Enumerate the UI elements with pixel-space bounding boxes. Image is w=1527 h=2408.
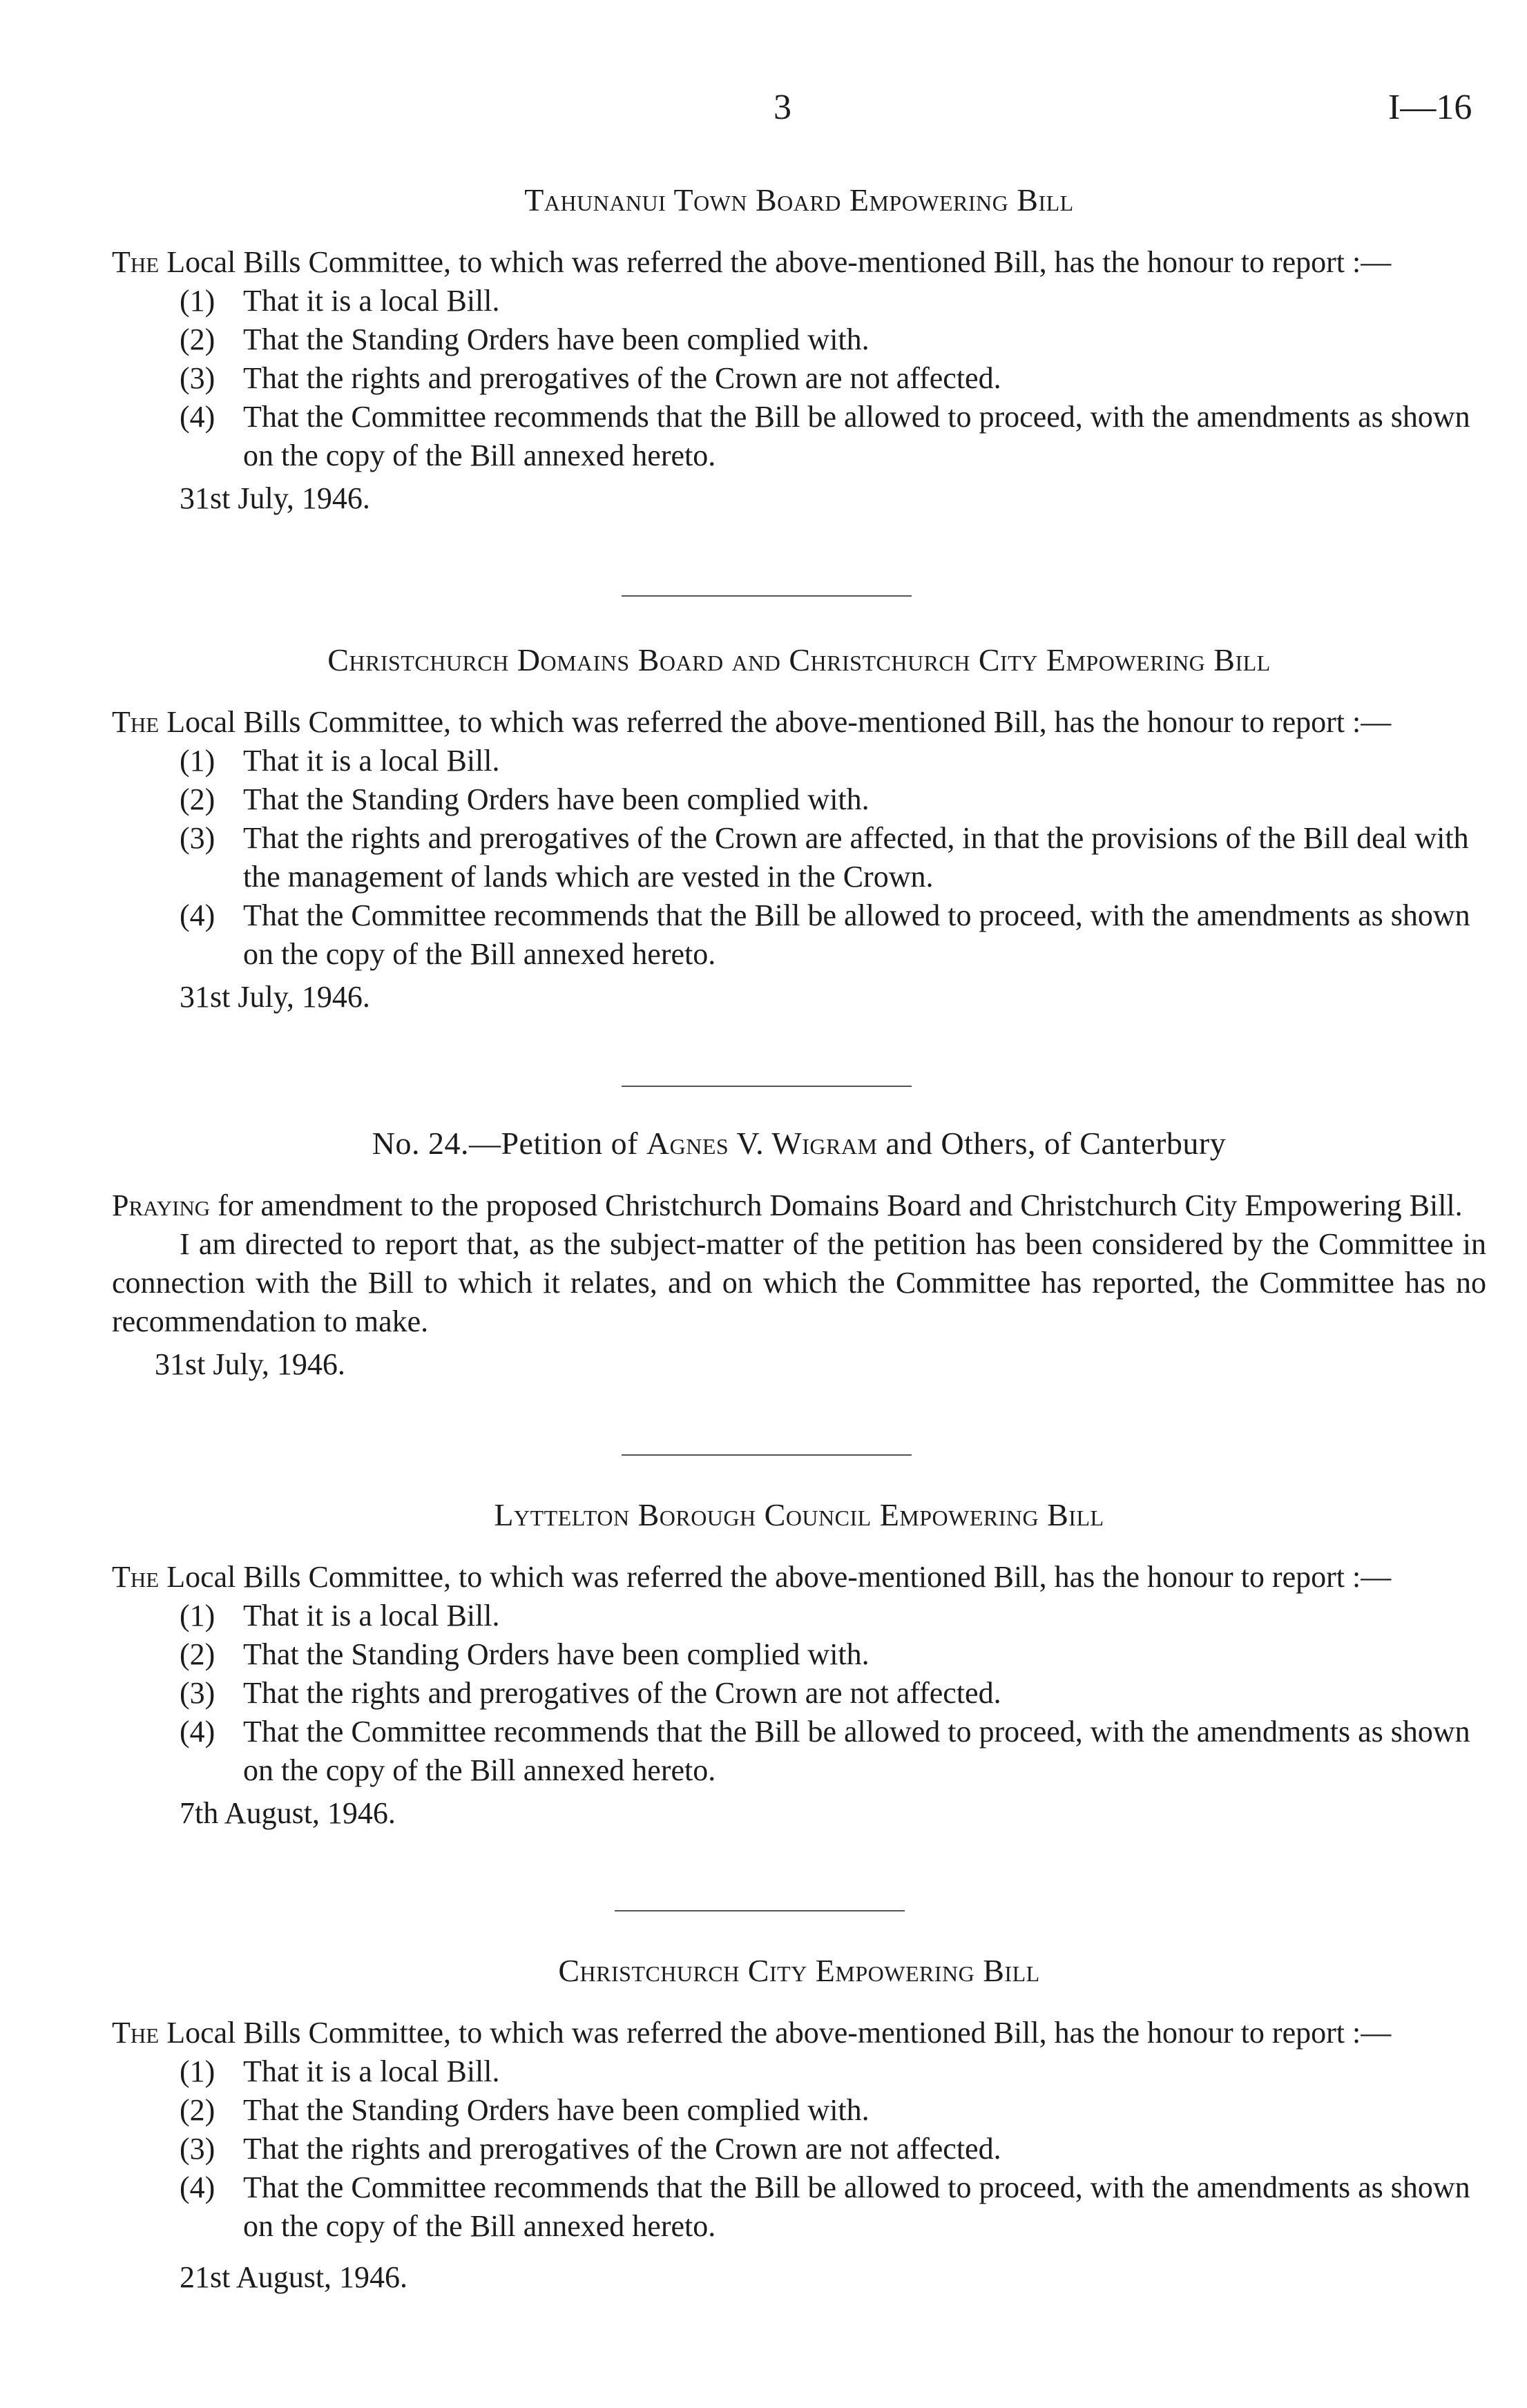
- report-items: [112, 1597, 1486, 1790]
- intro-lead: The: [112, 1560, 160, 1594]
- item-text: That the rights and prerogatives of the Crown are not affected.: [243, 361, 1001, 395]
- list-item: [180, 2168, 1486, 2246]
- item-text: That the Standing Orders have been complied with.: [243, 782, 870, 816]
- intro-text: Local Bills Committee, to which was referred the above-mentioned Bill, has the honour to report :—: [159, 2016, 1392, 2050]
- section-heading: Lyttelton Borough Council Empowering Bill: [494, 1497, 1104, 1532]
- intro-text: for amendment to the proposed Christchurch Domains Board and Christchurch City Empowering Bill.: [210, 1188, 1463, 1222]
- report-lyttelton: [112, 1496, 1486, 1833]
- list-item: [180, 819, 1486, 896]
- section-heading: Christchurch City Empowering Bill: [558, 1953, 1040, 1988]
- report-date: 31st July, 1946.: [180, 481, 370, 515]
- list-item: [180, 398, 1486, 475]
- section-intro: [112, 1558, 1486, 1597]
- list-item: [180, 282, 1486, 320]
- list-item: [180, 742, 1486, 780]
- section-intro: [112, 2014, 1486, 2052]
- item-number: (3): [180, 1676, 215, 1710]
- report-items: [112, 742, 1486, 974]
- report-items: [112, 2052, 1486, 2246]
- item-text: That it is a local Bill.: [243, 744, 500, 778]
- item-number: (2): [180, 1637, 215, 1671]
- list-item: [180, 320, 1486, 359]
- section-intro: [112, 243, 1486, 282]
- intro-lead: Praying: [112, 1188, 211, 1222]
- intro-text: Local Bills Committee, to which was referred the above-mentioned Bill, has the honour to report :—: [159, 245, 1392, 279]
- petition-body: [112, 1225, 1486, 1341]
- item-number: (1): [180, 284, 215, 318]
- list-item: [180, 2091, 1486, 2130]
- section-divider: [622, 595, 912, 597]
- section-heading: Christchurch Domains Board and Christchurch City Empowering Bill: [327, 642, 1271, 677]
- intro-lead: The: [112, 705, 160, 739]
- item-number: (2): [180, 322, 215, 356]
- item-text: That the rights and prerogatives of the Crown are not affected.: [243, 1676, 1001, 1710]
- item-number: (4): [180, 2170, 215, 2204]
- list-item: [180, 359, 1486, 398]
- report-tahunanui: [112, 181, 1486, 518]
- intro-text: Local Bills Committee, to which was referred the above-mentioned Bill, has the honour to report :—: [159, 1560, 1392, 1594]
- item-text: That the rights and prerogatives of the Crown are not affected.: [243, 2132, 1001, 2166]
- page-reference: I—16: [1388, 88, 1472, 127]
- item-number: (1): [180, 2054, 215, 2088]
- intro-text: Local Bills Committee, to which was referred the above-mentioned Bill, has the honour to report :—: [159, 705, 1392, 739]
- item-number: (1): [180, 744, 215, 778]
- item-number: (4): [180, 898, 215, 932]
- section-heading: Tahunanui Town Board Empowering Bill: [524, 182, 1074, 218]
- report-date: 31st July, 1946.: [180, 980, 370, 1014]
- section-divider: [622, 1086, 912, 1087]
- item-text: That the Committee recommends that the Bill be allowed to proceed, with the amendments as shown on the copy of the Bill annexed hereto.: [243, 2170, 1470, 2243]
- item-text: That the Committee recommends that the Bill be allowed to proceed, with the amendments as shown on the copy of the Bill annexed hereto.: [243, 400, 1470, 472]
- item-number: (3): [180, 361, 215, 395]
- petition-number: No. 24.—Petition of: [372, 1126, 646, 1161]
- item-number: (2): [180, 2093, 215, 2127]
- item-text: That the Committee recommends that the Bill be allowed to proceed, with the amendments as shown on the copy of the Bill annexed hereto.: [243, 898, 1470, 971]
- report-christchurch-domains: [112, 641, 1486, 1017]
- list-item: [180, 2130, 1486, 2168]
- intro-lead: The: [112, 2016, 160, 2050]
- report-christchurch-city: [112, 1952, 1486, 2297]
- report-items: [112, 282, 1486, 475]
- report-date: 31st July, 1946.: [155, 1347, 345, 1381]
- report-date: 7th August, 1946.: [180, 1796, 396, 1830]
- item-number: (3): [180, 2132, 215, 2166]
- item-text: That it is a local Bill.: [243, 1599, 500, 1632]
- section-divider: [615, 1910, 905, 1911]
- list-item: [180, 1597, 1486, 1635]
- report-date: 21st August, 1946.: [180, 2260, 408, 2294]
- section-intro: [112, 703, 1486, 742]
- petitioner-name: Agnes V. Wigram: [646, 1126, 878, 1161]
- petition-origin: and Others, of Canterbury: [877, 1126, 1227, 1161]
- item-text: That the Standing Orders have been complied with.: [243, 1637, 870, 1671]
- list-item: [180, 1713, 1486, 1790]
- item-text: That the Standing Orders have been complied with.: [243, 322, 870, 356]
- list-item: [180, 896, 1486, 974]
- list-item: [180, 1635, 1486, 1674]
- item-text: That the rights and prerogatives of the Crown are affected, in that the provisions of the Bill deal with the management of lands which are vested in the Crown.: [243, 821, 1469, 894]
- list-item: [180, 1674, 1486, 1713]
- item-text: That it is a local Bill.: [243, 2054, 500, 2088]
- item-number: (4): [180, 1715, 215, 1749]
- list-item: [180, 780, 1486, 819]
- item-number: (4): [180, 400, 215, 434]
- section-divider: [622, 1454, 912, 1456]
- item-text: That the Standing Orders have been complied with.: [243, 2093, 870, 2127]
- intro-lead: The: [112, 245, 160, 279]
- petition-wigram: [112, 1124, 1486, 1384]
- section-heading: [112, 1124, 1486, 1163]
- petition-report-text: I am directed to report that, as the subject-matter of the petition has been considered by the Committee in connection with the Bill to which it relates, and on which the Committee has reported, the Committee has no recommendation to make.: [112, 1227, 1486, 1338]
- item-number: (1): [180, 1599, 215, 1632]
- list-item: [180, 2052, 1486, 2091]
- item-text: That it is a local Bill.: [243, 284, 500, 318]
- item-number: (3): [180, 821, 215, 855]
- item-text: That the Committee recommends that the Bill be allowed to proceed, with the amendments as shown on the copy of the Bill annexed hereto.: [243, 1715, 1470, 1787]
- item-number: (2): [180, 782, 215, 816]
- page-number: 3: [774, 88, 791, 127]
- section-intro: [112, 1186, 1486, 1225]
